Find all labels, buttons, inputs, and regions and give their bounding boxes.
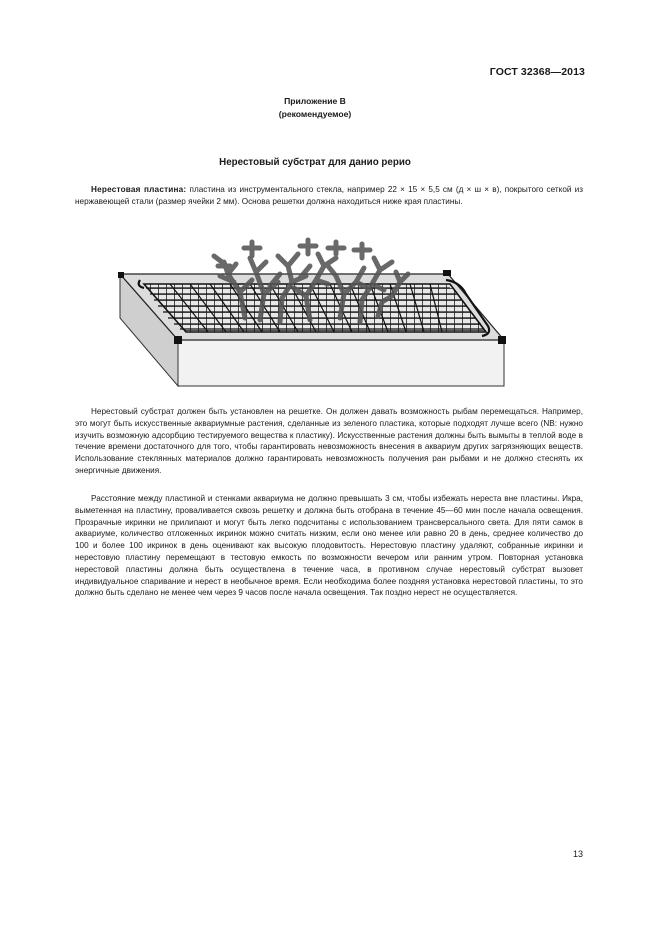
- appendix-status: (рекомендуемое): [278, 109, 352, 119]
- definition-text: пластина из инструментального стекла, например 22 × 15 × 5,5 см (д × ш × в), покрытого сеткой из нержавеющей стали (размер ячейки 2 мм). Основа решетки должна находиться ниже края пластины.: [75, 185, 583, 206]
- corner-post: [443, 270, 451, 276]
- standard-code: ГОСТ 32368—2013: [489, 66, 585, 78]
- body-paragraph-2-text: Расстояние между пластиной и стенками аквариума не должно превышать 3 см, чтобы избежать нереста вне пластины. Икра, выметенная на пластину, проваливается сквозь решетку и должна быть отобрана в течение 45—60 мин после начала освещения. Прозрачные икринки не прилипают и могут быть легко подсчитаны с использованием трансверсального света. Для пяти самок в аквариуме, количество отложенных икринок можно считать низким, если оно менее или равно 20 в день, среднее количество до 100 и более 100 икринок в день оценивают как высокую плодовитость. Нерестовую пластину удаляют, собранные икринки и нерестовую пластину перемещают в тестовую емкость по возможности вечером или ранним утром. Повторная установка нерестовой пластины должна быть осуществлена в течение часа, в противном случае нерестовый субстрат вызовет индивидуальное спаривание и нерест в необычное время. Если необходима более поздняя установка нерестовой пластины, то это должно быть сделано не менее чем через 9 часов после начала освещения. Так поздно нерест не осуществляется.: [75, 494, 583, 598]
- tray-front-face: [178, 340, 504, 386]
- page-number: 13: [572, 849, 583, 859]
- appendix-title: Приложение В: [284, 96, 346, 106]
- corner-post: [174, 336, 182, 344]
- corner-post: [498, 336, 506, 344]
- body-paragraph-1: [75, 406, 583, 477]
- appendix-heading: [0, 95, 630, 121]
- section-title: Нерестовый субстрат для данио рерио: [219, 157, 411, 168]
- body-paragraph-2: [75, 493, 583, 599]
- definition-term: Нерестовая пластина:: [91, 185, 187, 194]
- spawning-tray-illustration: [110, 222, 530, 394]
- definition-paragraph: [75, 184, 583, 208]
- body-paragraph-1-text: Нерестовый субстрат должен быть установлен на решетке. Он должен давать возможность рыбам перемещаться. Например, это могут быть искусственные аквариумные растения, сделанные из зеленого пластика, которые подходят лучше всего (NB: нужно изучить возможную адсорбцию тестируемого вещества к пластику). Искусственные растения должны быть вымыты в теплой воде в течение времени достаточного для того, чтобы гарантировать невозможность внесения в аквариум других загрязняющих веществ. Использование стеклянных материалов должно гарантировать невозможность получения ран рыбами и не должно стеснять их энергичные движения.: [75, 407, 583, 475]
- corner-post: [118, 272, 124, 278]
